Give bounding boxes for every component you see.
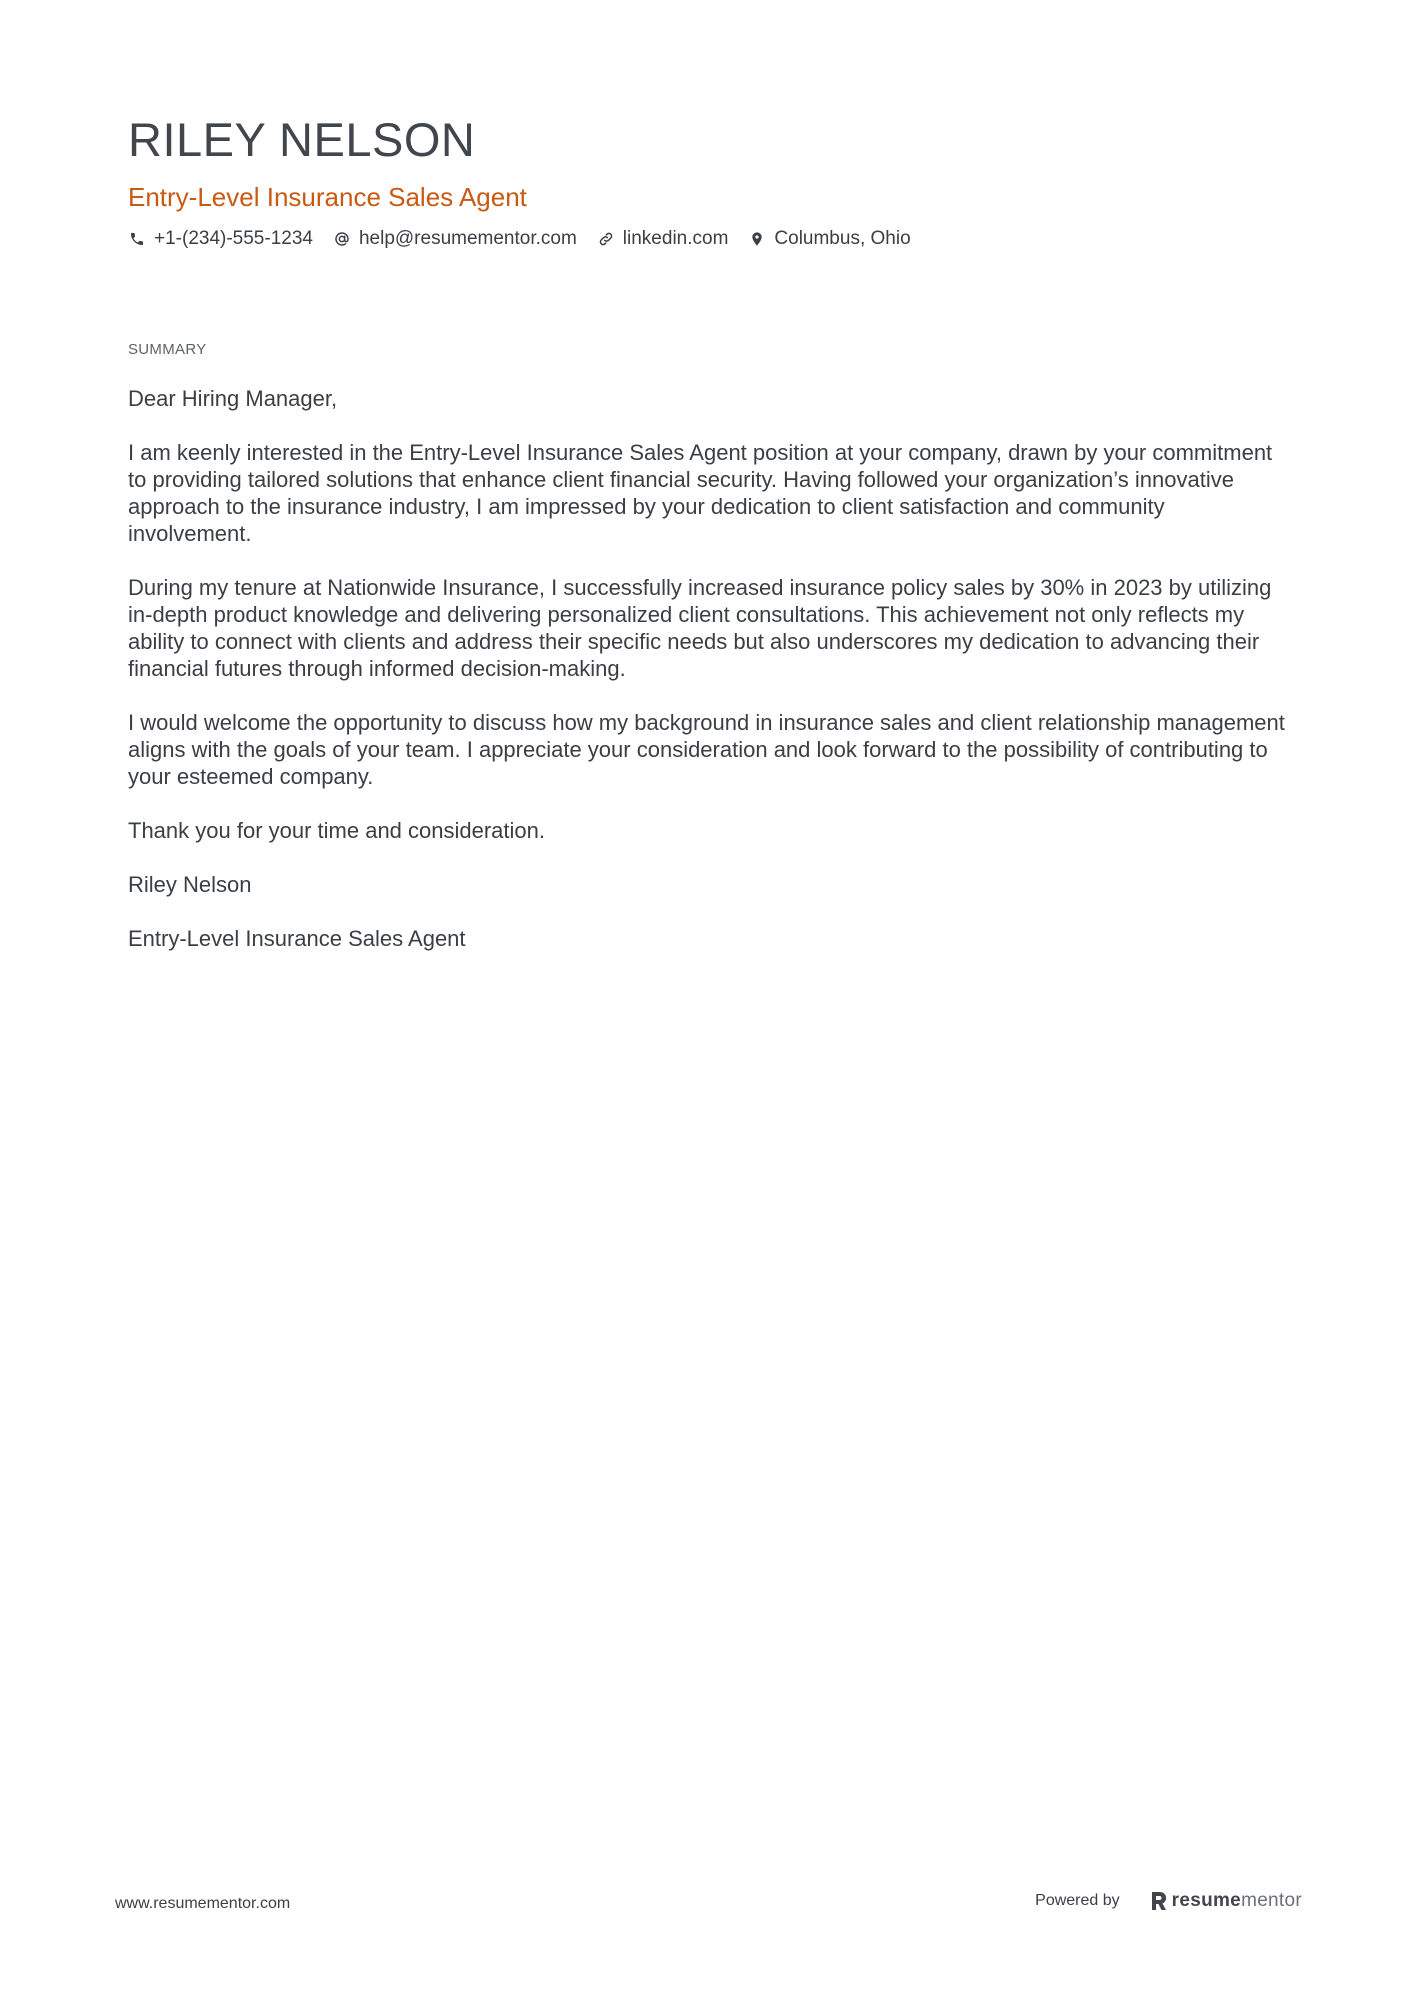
email-text: help@resumementor.com	[358, 228, 577, 249]
brand-wordmark	[1172, 1890, 1302, 1912]
phone-text: +1-(234)-555-1234	[154, 228, 313, 249]
signature-name: Riley Nelson	[128, 872, 252, 897]
footer-branding	[1035, 1890, 1302, 1912]
resumementor-logo-icon	[1150, 1891, 1168, 1911]
paragraph: During my tenure at Nationwide Insurance, I successfully increased insurance policy sales by 30% in 2023 by utilizing in-depth product knowledge and delivering personalized client consultations. This achievement not only reflects my ability to connect with clients and address their specific needs but also underscores my dedication to advancing their financial futures through informed decision-making.	[128, 575, 1272, 681]
signature-title: Entry-Level Insurance Sales Agent	[128, 926, 466, 951]
brand-wordmark-light: mentor	[1241, 1890, 1302, 1911]
contact-location	[748, 226, 910, 252]
letter-body	[128, 385, 1293, 979]
link-icon	[597, 230, 615, 248]
location-pin-icon	[748, 230, 766, 248]
job-title: Entry-Level Insurance Sales Agent	[128, 182, 527, 212]
paragraph: I would welcome the opportunity to discuss how my background in insurance sales and client relationship management aligns with the goals of your team. I appreciate your consideration and look forward to the possibility of contributing to your esteemed company.	[128, 710, 1285, 789]
brand-wordmark-bold: resume	[1171, 1890, 1242, 1911]
header	[128, 110, 1288, 252]
brand-logo[interactable]	[1150, 1890, 1302, 1912]
contact-phone	[128, 226, 313, 252]
linkedin-text: linkedin.com	[622, 228, 729, 249]
salutation: Dear Hiring Manager,	[128, 386, 338, 411]
footer-website[interactable]: www.resumementor.com	[115, 1895, 291, 1912]
powered-by-label: Powered by	[1035, 1892, 1120, 1909]
at-sign-icon	[333, 230, 351, 248]
contact-email	[333, 226, 577, 252]
contact-linkedin	[597, 226, 729, 252]
section-heading-summary: SUMMARY	[128, 341, 207, 358]
candidate-name: RILEY NELSON	[128, 113, 476, 166]
phone-icon	[128, 230, 146, 248]
location-text: Columbus, Ohio	[774, 228, 911, 249]
contact-bar	[128, 226, 1288, 252]
paragraph: I am keenly interested in the Entry-Level Insurance Sales Agent position at your company, drawn by your commitment to providing tailored solutions that enhance client financial security. Having followed your organization’s innovative approach to the insurance industry, I am impressed by your dedication to client satisfaction and community involvement.	[128, 440, 1273, 546]
closing-line: Thank you for your time and consideration.	[128, 818, 546, 843]
